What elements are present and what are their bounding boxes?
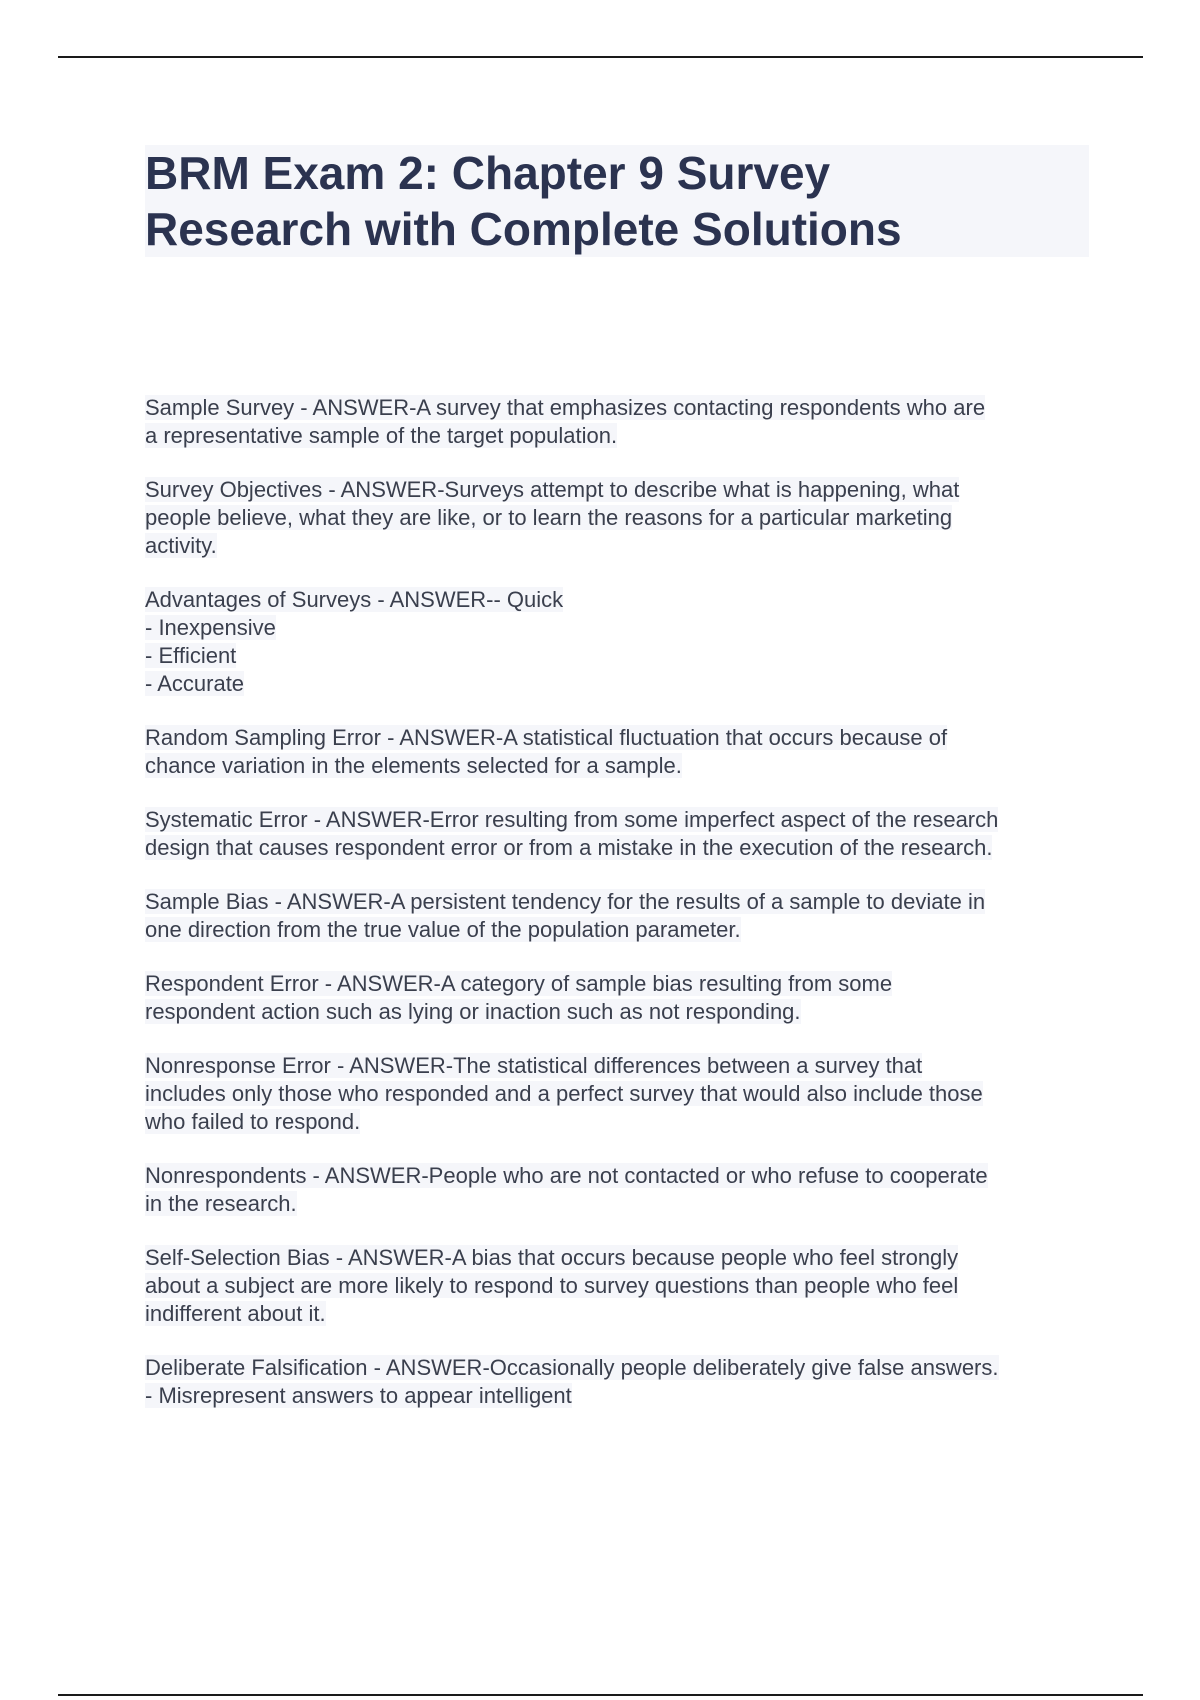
entry-line: chance variation in the elements selected for a sample. [145, 753, 682, 778]
title-line: Research with Complete Solutions [145, 203, 902, 255]
entry-line: - Misrepresent answers to appear intelligent [145, 1383, 572, 1408]
entry-line: activity. [145, 533, 217, 558]
entry-line: respondent action such as lying or inaction such as not responding. [145, 999, 801, 1024]
qa-list [145, 394, 1105, 1436]
entry-line: Self-Selection Bias - ANSWER-A bias that occurs because people who feel strongly [145, 1245, 959, 1270]
entry-line: Survey Objectives - ANSWER-Surveys attempt to describe what is happening, what [145, 477, 960, 502]
entry-line: Random Sampling Error - ANSWER-A statistical fluctuation that occurs because of [145, 725, 948, 750]
entry-line: a representative sample of the target population. [145, 423, 618, 448]
qa-entry-systematic-error [145, 806, 1105, 862]
page-title [145, 145, 1089, 257]
entry-line: Nonrespondents - ANSWER-People who are not contacted or who refuse to cooperate [145, 1163, 988, 1188]
qa-entry-sample-survey [145, 394, 1105, 450]
qa-entry-random-sampling-error [145, 724, 1105, 780]
entry-line: includes only those who responded and a perfect survey that would also include those [145, 1081, 983, 1106]
qa-entry-survey-objectives [145, 476, 1105, 560]
entry-line: Advantages of Surveys - ANSWER-- Quick [145, 587, 564, 612]
qa-entry-self-selection-bias [145, 1244, 1105, 1328]
entry-line: in the research. [145, 1191, 297, 1216]
title-block [145, 145, 1089, 257]
entry-line: Respondent Error - ANSWER-A category of sample bias resulting from some [145, 971, 893, 996]
entry-line: Sample Survey - ANSWER-A survey that emphasizes contacting respondents who are [145, 395, 986, 420]
entry-line: - Accurate [145, 671, 245, 696]
qa-entry-sample-bias [145, 888, 1105, 944]
entry-line: about a subject are more likely to respond to survey questions than people who feel [145, 1273, 959, 1298]
entry-line: who failed to respond. [145, 1109, 361, 1134]
entry-line: - Inexpensive [145, 615, 276, 640]
top-divider [58, 56, 1143, 58]
entry-line: - Efficient [145, 643, 237, 668]
entry-line: people believe, what they are like, or to learn the reasons for a particular marketing [145, 505, 953, 530]
qa-entry-respondent-error [145, 970, 1105, 1026]
qa-entry-advantages-of-surveys [145, 586, 1105, 698]
qa-entry-nonrespondents [145, 1162, 1105, 1218]
qa-entry-deliberate-falsification [145, 1354, 1105, 1410]
entry-line: Sample Bias - ANSWER-A persistent tendency for the results of a sample to deviate in [145, 889, 986, 914]
entry-line: indifferent about it. [145, 1301, 326, 1326]
entry-line: Nonresponse Error - ANSWER-The statistical differences between a survey that [145, 1053, 923, 1078]
qa-entry-nonresponse-error [145, 1052, 1105, 1136]
entry-line: Systematic Error - ANSWER-Error resulting from some imperfect aspect of the research [145, 807, 999, 832]
entry-line: design that causes respondent error or from a mistake in the execution of the research. [145, 835, 993, 860]
title-line: BRM Exam 2: Chapter 9 Survey [145, 147, 831, 199]
entry-line: one direction from the true value of the population parameter. [145, 917, 741, 942]
bottom-divider [58, 1694, 1143, 1696]
entry-line: Deliberate Falsification - ANSWER-Occasionally people deliberately give false answers. [145, 1355, 999, 1380]
